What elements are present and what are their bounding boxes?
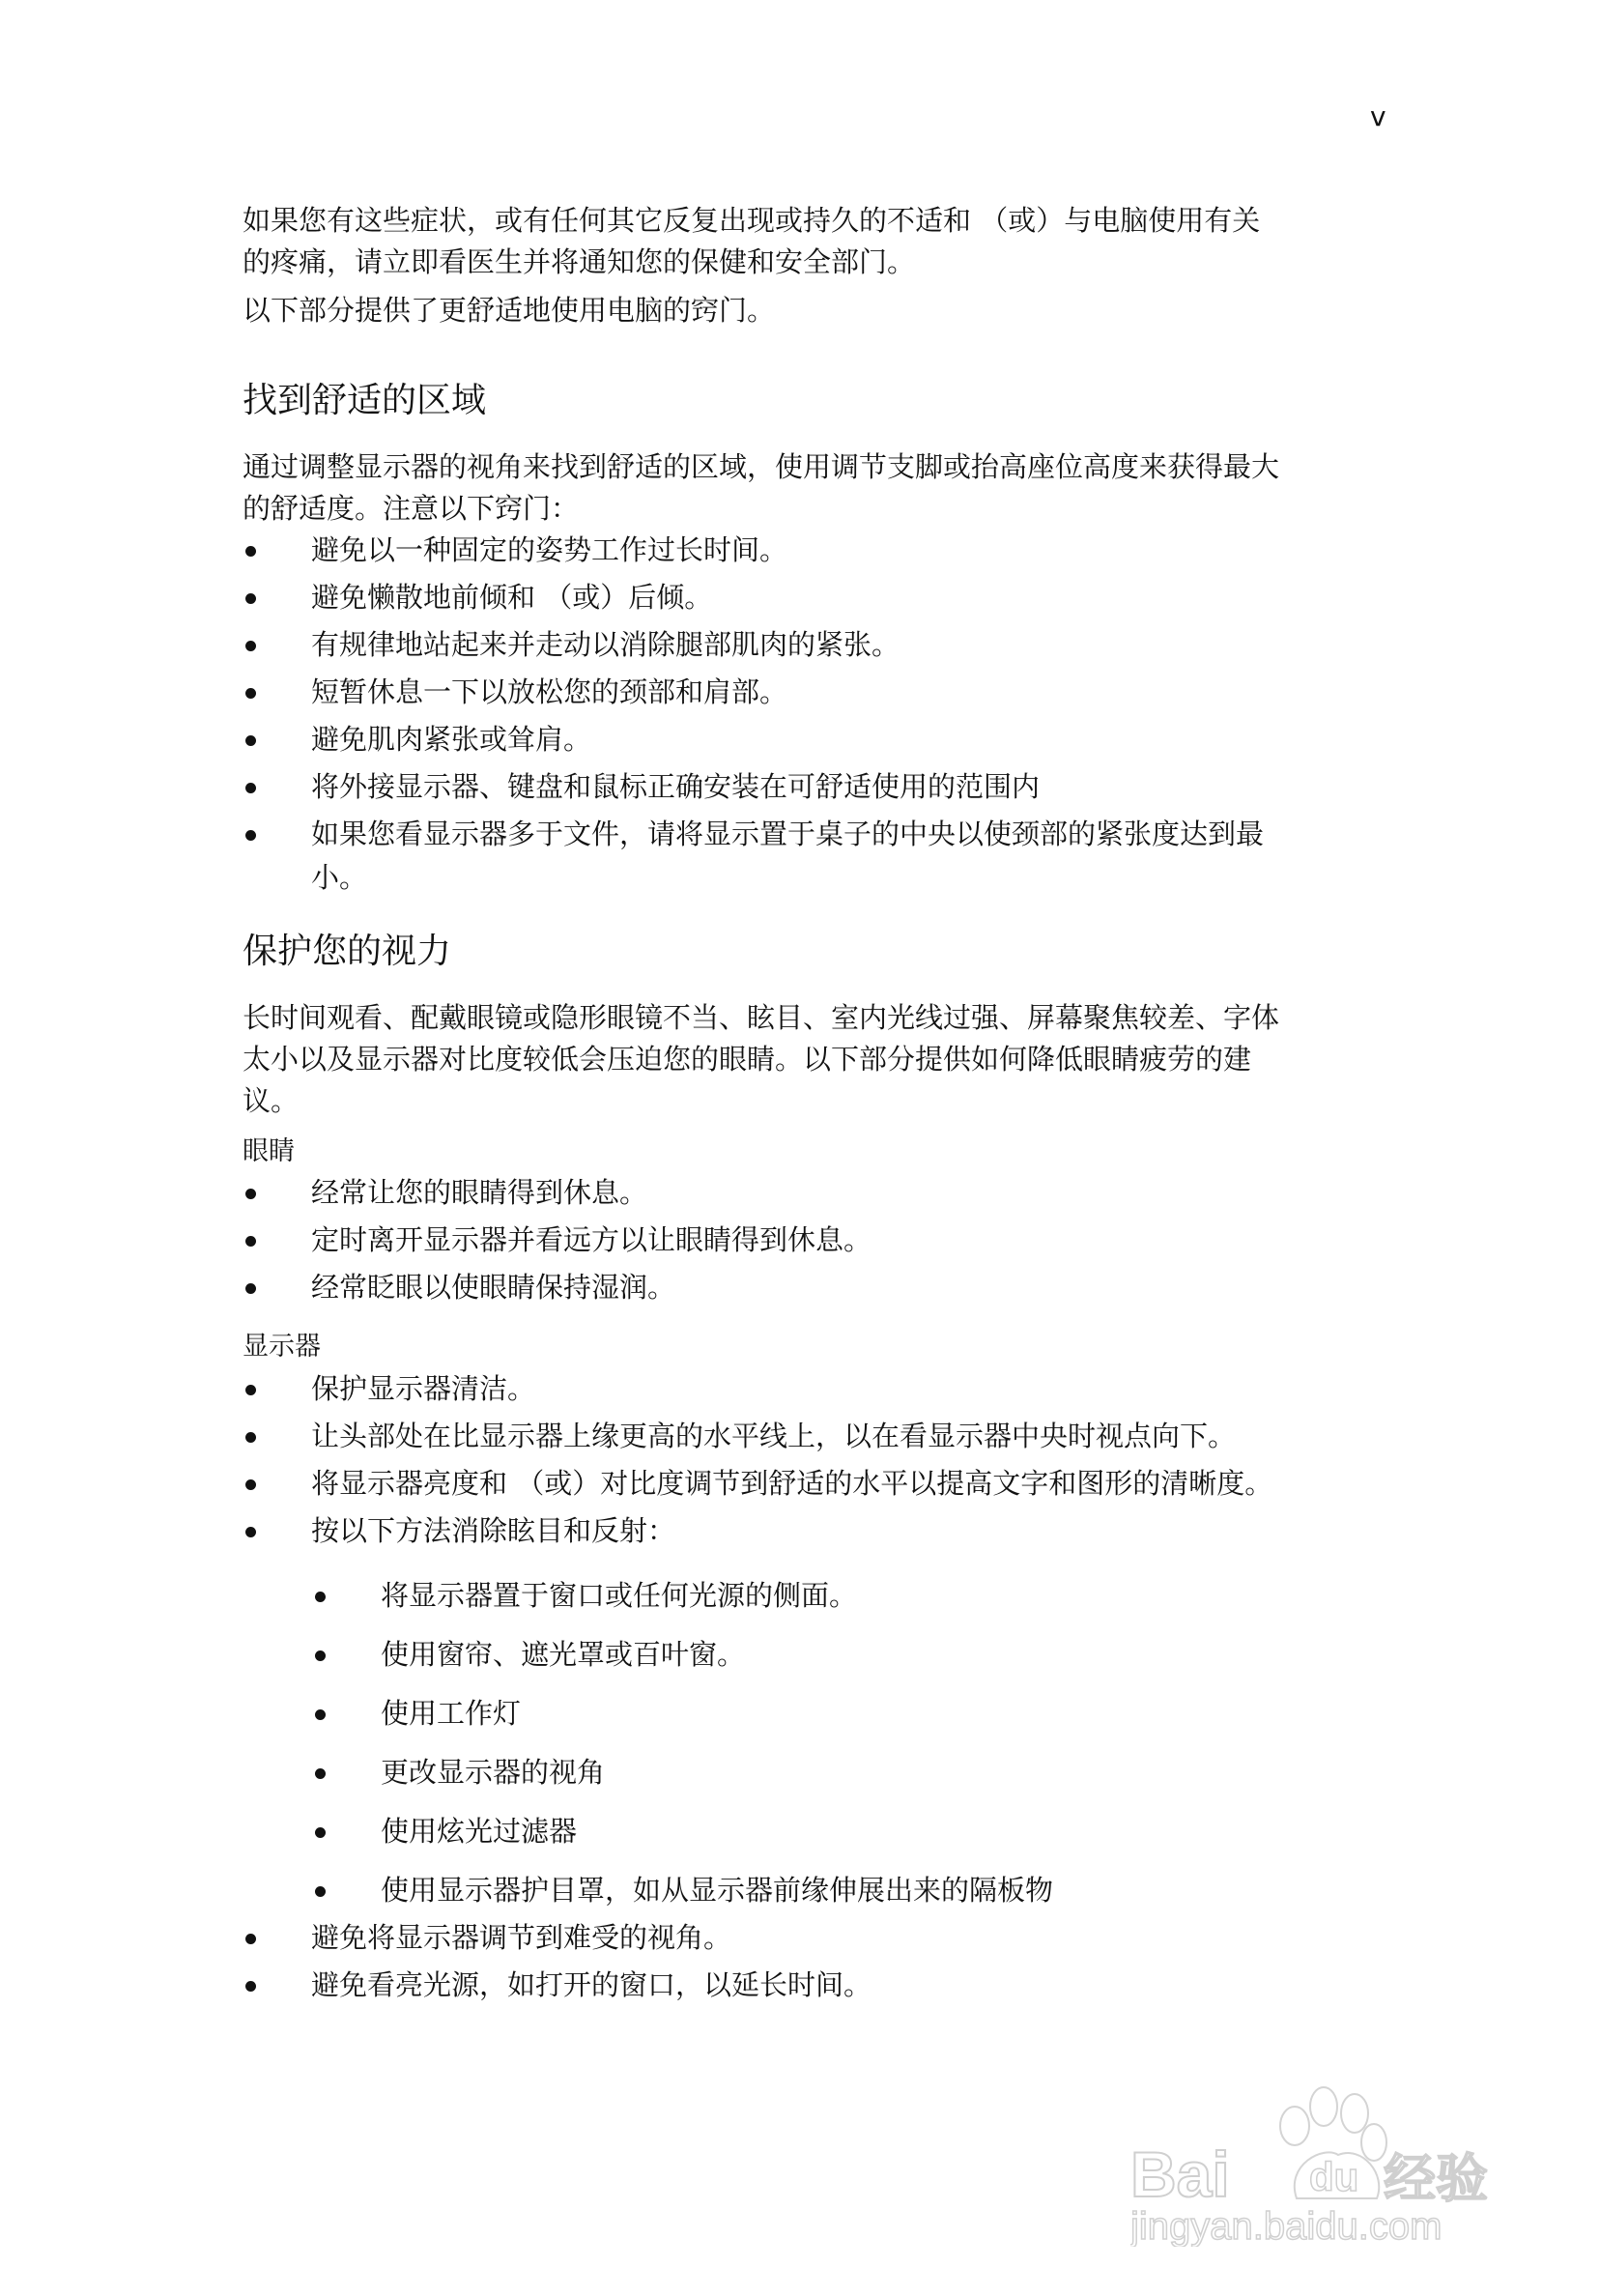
watermark-brand-paw: du (1309, 2154, 1359, 2199)
list-item-text: 有规律地站起来并走动以消除腿部肌肉的紧张。 (311, 628, 900, 661)
sub-list-item-text: 使用窗帘、遮光罩或百叶窗。 (381, 1638, 746, 1671)
watermark-brand-left: Bai (1130, 2138, 1230, 2210)
intro-paragraph-line-1: 如果您有这些症状，或有任何其它反复出现或持久的不适和 （或）与电脑使用有关 (243, 204, 1261, 237)
list-item-text: 按以下方法消除眩目和反射： (311, 1514, 676, 1547)
intro-paragraph-line-2: 的疼痛，请立即看医生并将通知您的保健和安全部门。 (243, 245, 916, 278)
list-item-text: 避免懒散地前倾和 （或）后倾。 (311, 581, 713, 614)
list-item-text: 短暂休息一下以放松您的颈部和肩部。 (311, 675, 788, 708)
list-item-text: 让头部处在比显示器上缘更高的水平线上，以在看显示器中央时视点向下。 (311, 1420, 1237, 1452)
subheading-display: 显示器 (243, 1332, 321, 1362)
bullet-icon (245, 735, 256, 746)
bullet-icon (245, 641, 256, 651)
sub-list-item-text: 使用炫光过滤器 (381, 1815, 578, 1848)
section2-intro-line-2: 太小以及显示器对比度较低会压迫您的眼睛。以下部分提供如何降低眼睛疲劳的建 (243, 1043, 1252, 1076)
subheading-eyes: 眼睛 (243, 1136, 295, 1166)
intro-paragraph-2: 以下部分提供了更舒适地使用电脑的窍门。 (243, 294, 776, 327)
list-item-text: 经常眨眼以使眼睛保持湿润。 (311, 1271, 676, 1304)
list-item-text: 避免将显示器调节到难受的视角。 (311, 1921, 732, 1954)
bullet-icon (315, 1886, 326, 1897)
bullet-icon (245, 688, 256, 699)
list-item-text-continuation: 小。 (311, 861, 368, 894)
bullet-icon (245, 1981, 256, 1992)
bullet-icon (245, 1527, 256, 1537)
list-item-text: 保护显示器清洁。 (311, 1372, 536, 1405)
watermark-url: jingyan.baidu.com (1130, 2205, 1443, 2247)
sub-list-item-text: 使用显示器护目罩，如从显示器前缘伸展出来的隔板物 (381, 1874, 1054, 1907)
bullet-icon (245, 1432, 256, 1443)
section1-intro-line-2: 的舒适度。注意以下窍门： (243, 492, 580, 525)
bullet-icon (245, 1236, 256, 1247)
bullet-icon (245, 1189, 256, 1199)
bullet-icon (315, 1592, 326, 1602)
section2-intro-line-1: 长时间观看、配戴眼镜或隐形眼镜不当、眩目、室内光线过强、屏幕聚焦较差、字体 (243, 1001, 1280, 1034)
list-item-text: 将显示器亮度和 （或）对比度调节到舒适的水平以提高文字和图形的清晰度。 (311, 1467, 1273, 1500)
bullet-icon (245, 1283, 256, 1294)
bullet-icon (245, 830, 256, 841)
list-item-text: 避免肌肉紧张或耸肩。 (311, 723, 592, 756)
list-item-text: 避免以一种固定的姿势工作过长时间。 (311, 533, 788, 566)
watermark-brand-cn: 经验 (1384, 2148, 1488, 2209)
bullet-icon (315, 1827, 326, 1838)
baidu-jingyan-watermark (1130, 2053, 1498, 2247)
bullet-icon (245, 1385, 256, 1395)
bullet-icon (315, 1768, 326, 1779)
list-item-text: 将外接显示器、键盘和鼠标正确安装在可舒适使用的范围内 (311, 770, 1041, 803)
list-item-text: 定时离开显示器并看远方以让眼睛得到休息。 (311, 1223, 872, 1256)
bullet-icon (315, 1709, 326, 1720)
sub-list-item-text: 将显示器置于窗口或任何光源的侧面。 (381, 1579, 858, 1612)
list-item-text: 避免看亮光源，如打开的窗口，以延长时间。 (311, 1968, 872, 2001)
list-item-text: 如果您看显示器多于文件，请将显示置于桌子的中央以使颈部的紧张度达到最 (311, 818, 1265, 850)
bullet-icon (245, 1934, 256, 1944)
bullet-icon (245, 783, 256, 793)
baidu-paw-icon (1130, 2053, 1498, 2247)
bullet-icon (245, 1479, 256, 1490)
section1-intro-line-1: 通过调整显示器的视角来找到舒适的区域，使用调节支脚或抬高座位高度来获得最大 (243, 450, 1280, 483)
bullet-icon (245, 593, 256, 604)
list-item-text: 经常让您的眼睛得到休息。 (311, 1176, 648, 1209)
bullet-icon (315, 1650, 326, 1661)
page-number: v (1370, 100, 1386, 132)
section2-intro-line-3: 议。 (243, 1084, 300, 1117)
bullet-icon (245, 546, 256, 557)
sub-list-item-text: 使用工作灯 (381, 1697, 522, 1730)
section-title-protect-vision: 保护您的视力 (243, 932, 452, 971)
sub-list-item-text: 更改显示器的视角 (381, 1756, 606, 1789)
section-title-comfort-zone: 找到舒适的区域 (243, 381, 487, 420)
